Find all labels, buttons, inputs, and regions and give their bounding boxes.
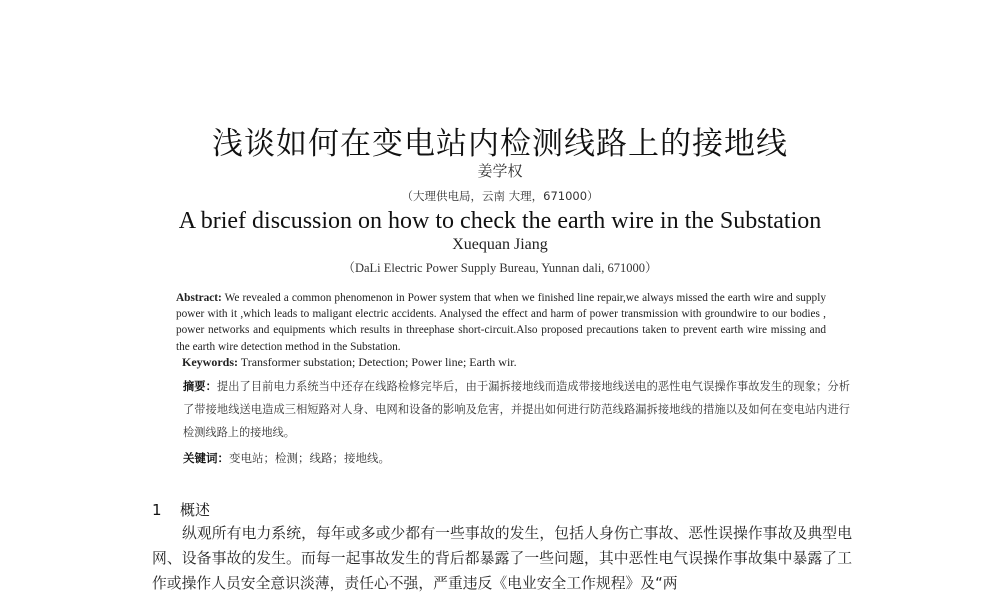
section-heading	[152, 499, 210, 520]
keywords-cn	[183, 450, 850, 466]
affiliation-cn: （大理供电局，云南 大理，671000）	[401, 189, 599, 203]
keywords-en-text: Transformer substation; Detection; Power line; Earth wir.	[238, 355, 517, 369]
keywords-en-label: Keywords:	[182, 355, 238, 369]
section-number: 1	[152, 501, 162, 519]
abstract-cn-label: 摘要：	[183, 380, 217, 393]
author-name-cn: 姜学权	[477, 162, 523, 180]
affiliation-en: （DaLi Electric Power Supply Bureau, Yunnan dali, 671000）	[342, 261, 658, 275]
section-title: 概述	[180, 501, 211, 519]
paper-title-cn: 浅谈如何在变电站内检测线路上的接地线	[212, 126, 788, 162]
body-paragraph: 纵观所有电力系统，每年或多或少都有一些事故的发生，包括人身伤亡事故、恶性误操作事故及典型电网、设备事故的发生。而每一起事故发生的背后都暴露了一些问题，其中恶性电气误操作事故集中暴露了工作或操作人员安全意识淡薄，责任心不强，严重违反《电业安全工作规程》及“两	[152, 525, 852, 592]
abstract-en	[176, 290, 826, 355]
author-name-en: Xuequan Jiang	[452, 236, 548, 253]
abstract-en-label: Abstract:	[176, 292, 222, 304]
abstract-cn-text: 提出了目前电力系统当中还存在线路检修完毕后，由于漏拆接地线而造成带接地线送电的恶性电气误操作事故发生的现象；分析了带接地线送电造成三相短路对人身、电网和设备的影响及危害，并提出如何进行防范线路漏拆接地线的措施以及如何在变电站内进行检测线路上的接地线。	[183, 380, 850, 439]
abstract-cn	[183, 375, 850, 444]
keywords-cn-label: 关键词：	[183, 451, 229, 465]
keywords-en	[182, 355, 822, 370]
keywords-cn-text: 变电站；检测；线路；接地线。	[229, 451, 390, 465]
abstract-en-text: We revealed a common phenomenon in Power system that when we finished line repair,we always missed the earth wire and supply power with it ,which leads to maligant electric accidents. Analysed the effect and harm of power transmission with groundwire to our bodies , power networks and equipments which results in threephase short-circuit.Also proposed precautions taken to prevent earth wire missing and the earth wire detection method in the Substation.	[176, 292, 826, 353]
paper-title-en: A brief discussion on how to check the earth wire in the Substation	[178, 208, 822, 234]
